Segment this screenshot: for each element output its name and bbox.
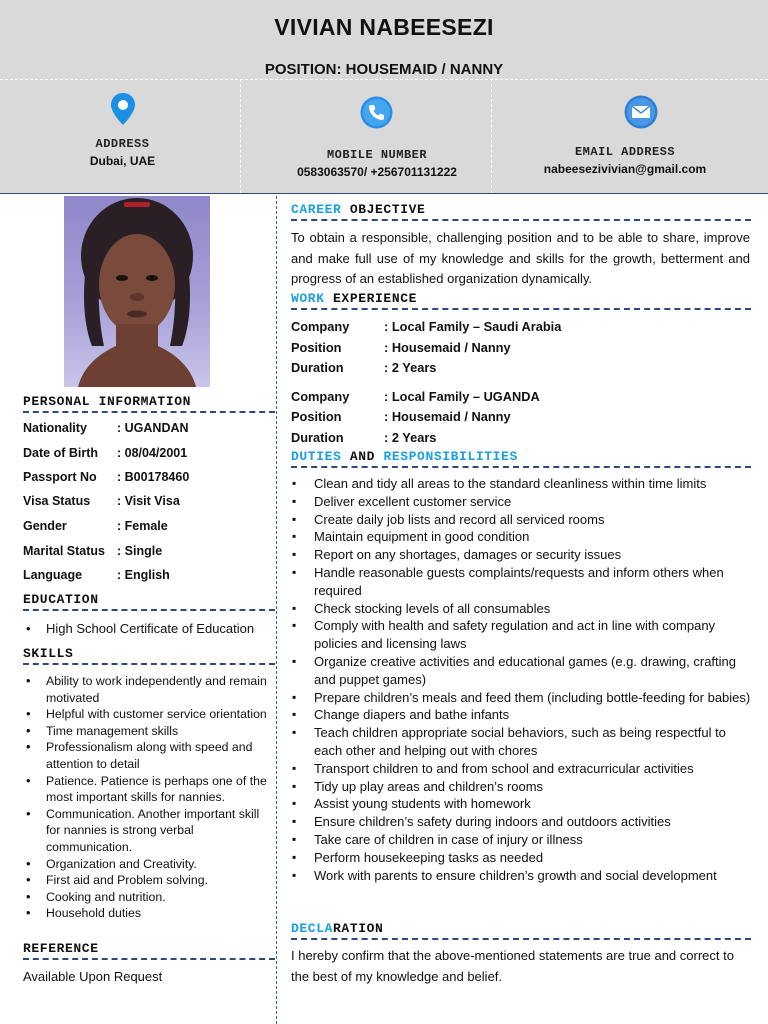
phone-icon [360, 96, 393, 134]
reference-title: REFERENCE [23, 941, 99, 956]
info-row-language [23, 568, 170, 582]
list-item: ▪ Transport children to and from school and extracurricular activities [291, 760, 753, 778]
info-key: Visa Status [23, 494, 91, 508]
education-heading [23, 592, 275, 611]
career-title-rest: OBJECTIVE [341, 202, 426, 217]
list-item: ▪ Work with parents to ensure children’s growth and social development [291, 867, 753, 885]
info-value: : Female [117, 519, 168, 533]
work-experience-heading [291, 291, 751, 310]
list-item: ▪ Perform housekeeping tasks as needed [291, 849, 753, 867]
list-item: ▪ Comply with health and safety regulation and act in line with company policies and licensing laws [291, 617, 753, 653]
email-value[interactable]: nabeesezivivian@gmail.com [543, 162, 707, 176]
profile-photo [64, 196, 210, 387]
list-item: • High School Certificate of Education [23, 621, 275, 638]
work-title-rest: EXPERIENCE [324, 291, 418, 306]
list-item: • Helpful with customer service orientation [23, 706, 271, 723]
info-value: : B00178460 [117, 470, 190, 484]
list-item: • Cooking and nutrition. [23, 889, 271, 906]
list-item: ▪ Deliver excellent customer service [291, 493, 753, 511]
education-list [23, 621, 275, 638]
duties-title-and: AND [341, 449, 384, 464]
mobile-block [262, 148, 492, 179]
reference-text: Available Upon Request [23, 969, 163, 984]
list-item: ▪ Organize creative activities and educational games (e.g. drawing, crafting and puppet games) [291, 653, 753, 689]
mobile-label: MOBILE NUMBER [326, 148, 428, 162]
education-title: EDUCATION [23, 592, 99, 607]
info-key: Gender [23, 519, 67, 533]
info-row-visa [23, 494, 180, 508]
personal-info-title: PERSONAL INFORMATION [23, 394, 192, 409]
candidate-name: VIVIAN NABEESEZI [274, 14, 494, 40]
declaration-text: I hereby confirm that the above-mentioned statements are true and correct to the best of my knowledge and belief. [291, 948, 734, 984]
work-value: : Housemaid / Nanny [384, 340, 511, 355]
column-divider [276, 196, 277, 1024]
list-item: • Time management skills [23, 723, 271, 740]
job-1-position [291, 340, 511, 355]
job-2-position [291, 409, 511, 424]
email-block [510, 145, 740, 176]
list-item: ▪ Ensure children’s safety during indoors and outdoors activities [291, 813, 753, 831]
job-1-company [291, 319, 561, 334]
work-key: Position [291, 409, 342, 424]
duties-list [291, 475, 753, 884]
info-key: Passport No [23, 470, 97, 484]
job-1-duration [291, 360, 436, 375]
info-row-marital [23, 544, 162, 558]
list-item: ▪ Check stocking levels of all consumables [291, 600, 753, 618]
declaration-heading [291, 921, 751, 940]
list-item: • Ability to work independently and remain motivated [23, 673, 271, 706]
declaration-title-rest: RATION [333, 921, 384, 936]
job-2-company [291, 389, 540, 404]
address-value: Dubai, UAE [89, 154, 156, 168]
list-item: ▪ Prepare children’s meals and feed them (including bottle-feeding for babies) [291, 689, 753, 707]
duties-heading [291, 449, 751, 468]
skills-heading [23, 646, 275, 665]
work-key: Duration [291, 430, 344, 445]
info-value: : English [117, 568, 170, 582]
personal-info-heading [23, 394, 275, 413]
info-value: : UGANDAN [117, 421, 189, 435]
info-key: Date of Birth [23, 446, 98, 460]
info-row-nationality [23, 421, 189, 435]
list-item: ▪ Report on any shortages, damages or security issues [291, 546, 753, 564]
info-key: Language [23, 568, 83, 582]
work-key: Duration [291, 360, 344, 375]
position-title: POSITION: HOUSEMAID / NANNY [264, 61, 504, 78]
list-item: ▪ Teach children appropriate social behaviors, such as being respectful to each other and helping out with chores [291, 724, 753, 760]
list-item: ▪ Assist young students with homework [291, 795, 753, 813]
info-value: : Visit Visa [117, 494, 180, 508]
work-key: Position [291, 340, 342, 355]
list-item: • Patience. Patience is perhaps one of the most important skills for nannies. [23, 773, 271, 806]
list-item: ▪ Take care of children in case of injury or illness [291, 831, 753, 849]
info-row-gender [23, 519, 168, 533]
email-label: EMAIL ADDRESS [574, 145, 676, 159]
info-row-passport [23, 470, 189, 484]
header-divider [0, 79, 768, 80]
address-label: ADDRESS [95, 137, 150, 151]
work-value: : Local Family – Saudi Arabia [384, 319, 562, 334]
list-item: ▪ Maintain equipment in good condition [291, 528, 753, 546]
resume-header [0, 0, 768, 194]
info-key: Nationality [23, 421, 87, 435]
career-title-accent: CAREER [291, 202, 342, 217]
work-key: Company [291, 389, 350, 404]
work-title-accent: WORK [291, 291, 325, 306]
skills-list [23, 673, 271, 922]
list-item: ▪ Create daily job lists and record all serviced rooms [291, 511, 753, 529]
work-key: Company [291, 319, 350, 334]
email-icon [624, 95, 658, 134]
list-item: • Communication. Another important skill for nannies is strong verbal communication. [23, 806, 271, 856]
declaration-title-accent: DECLA [291, 921, 334, 936]
duties-title-accent-2: RESPONSIBILITIES [383, 449, 518, 464]
work-value: : 2 Years [384, 430, 437, 445]
mobile-value[interactable]: 0583063570/ +256701131222 [297, 165, 457, 179]
work-value: : 2 Years [384, 360, 437, 375]
skills-title: SKILLS [23, 646, 74, 661]
info-value: : 08/04/2001 [117, 446, 188, 460]
career-objective-heading [291, 202, 751, 221]
list-item: ▪ Clean and tidy all areas to the standard cleanliness within time limits [291, 475, 753, 493]
info-value: : Single [117, 544, 163, 558]
location-pin-icon [109, 92, 137, 131]
list-item: • Professionalism along with speed and attention to detail [23, 739, 271, 772]
career-objective-text: To obtain a responsible, challenging position and to be able to share, improve and make full use of my knowledge and skills for the growth, betterment and progress of an established organization dynamically. [291, 230, 750, 286]
job-2-duration [291, 430, 436, 445]
list-item: • Household duties [23, 905, 271, 922]
work-value: : Housemaid / Nanny [384, 409, 511, 424]
work-value: : Local Family – UGANDA [384, 389, 540, 404]
list-item: ▪ Change diapers and bathe infants [291, 706, 753, 724]
list-item: ▪ Handle reasonable guests complaints/requests and inform others when required [291, 564, 753, 600]
reference-heading [23, 941, 275, 960]
duties-title-accent: DUTIES [291, 449, 342, 464]
info-row-dob [23, 446, 187, 460]
list-item: ▪ Tidy up play areas and children’s rooms [291, 778, 753, 796]
header-column-divider [240, 79, 241, 193]
list-item: • First aid and Problem solving. [23, 872, 271, 889]
info-key: Marital Status [23, 544, 105, 558]
address-block [40, 137, 205, 168]
list-item: • Organization and Creativity. [23, 856, 271, 873]
